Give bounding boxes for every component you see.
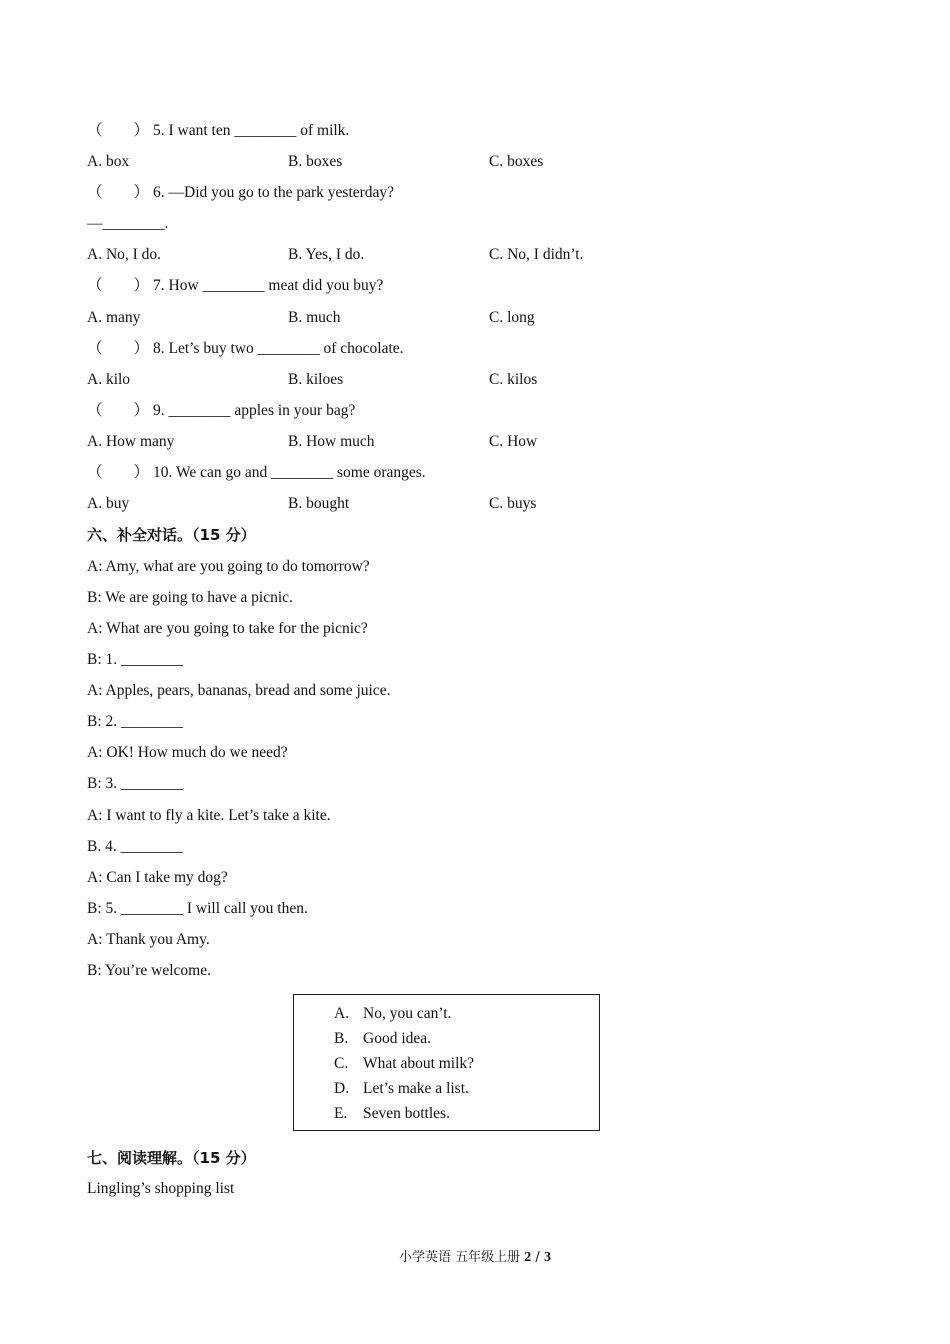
option-b: B. bought (288, 495, 350, 512)
answer-parentheses: （ ） (87, 340, 150, 357)
dialogue-line: A: What are you going to take for the picnic? (87, 620, 368, 637)
choice-text: What about milk? (363, 1055, 475, 1072)
dialogue-line: B: You’re welcome. (87, 962, 211, 979)
choices-box (293, 994, 600, 1131)
question-stem: 8. Let’s buy two ________ of chocolate. (153, 340, 404, 357)
answer-parentheses: （ ） (87, 402, 150, 419)
question-stem: 10. We can go and ________ some oranges. (153, 464, 426, 481)
option-c: C. buys (489, 495, 537, 512)
choice-letter: A. (334, 1005, 350, 1022)
question-6 (87, 183, 394, 203)
footer-subject: 小学英语 五年级上册 (399, 1250, 525, 1265)
question-8 (87, 339, 404, 359)
dialogue-line: A: Apples, pears, bananas, bread and some juice. (87, 682, 391, 699)
choice-text: Let’s make a list. (363, 1080, 469, 1097)
dialogue-line: A: Can I take my dog? (87, 869, 228, 886)
choice-item (334, 1029, 431, 1049)
answer-parentheses: （ ） (87, 277, 150, 294)
option-b: B. How much (288, 433, 375, 450)
choice-letter: B. (334, 1030, 349, 1047)
question-stem: 6. —Did you go to the park yesterday? (153, 184, 395, 201)
footer-separator: / (531, 1250, 544, 1265)
question-stem: 5. I want ten ________ of milk. (153, 122, 350, 139)
page-number: 2 (524, 1250, 532, 1265)
dialogue-line: A: OK! How much do we need? (87, 744, 288, 761)
answer-parentheses: （ ） (87, 122, 150, 139)
option-a: A. buy (87, 495, 130, 512)
choice-item (334, 1104, 450, 1124)
choice-item (334, 1004, 451, 1024)
option-b: B. boxes (288, 153, 343, 170)
dialogue-line: B: 1. ________ (87, 651, 184, 668)
option-a: A. kilo (87, 371, 131, 388)
choice-letter: E. (334, 1105, 348, 1122)
choice-letter: C. (334, 1055, 349, 1072)
answer-parentheses: （ ） (87, 184, 150, 201)
option-a: A. No, I do. (87, 246, 162, 263)
option-c: C. How (489, 433, 538, 450)
dialogue-line: B: 3. ________ (87, 775, 184, 792)
option-a: A. box (87, 153, 130, 170)
dialogue-line: B: We are going to have a picnic. (87, 589, 293, 606)
dialogue-line: B. 4. ________ (87, 838, 183, 855)
choice-text: Seven bottles. (363, 1105, 450, 1122)
option-c: C. No, I didn’t. (489, 246, 584, 263)
option-c: C. boxes (489, 153, 544, 170)
question-7 (87, 276, 383, 296)
question-10 (87, 463, 426, 483)
option-c: C. kilos (489, 371, 538, 388)
section-6-heading: 六、补全对话。（15 分） (87, 526, 256, 544)
dialogue-line: A: Amy, what are you going to do tomorrow? (87, 558, 370, 575)
choice-item (334, 1079, 469, 1099)
option-b: B. much (288, 309, 341, 326)
question-5 (87, 121, 349, 141)
section-7-heading: 七、阅读理解。（15 分） (87, 1149, 256, 1167)
question-stem: 9. ________ apples in your bag? (153, 402, 356, 419)
dialogue-line: A: Thank you Amy. (87, 931, 210, 948)
dialogue-line: B: 2. ________ (87, 713, 184, 730)
dialogue-line: A: I want to fly a kite. Let’s take a kite. (87, 807, 331, 824)
choice-text: No, you can’t. (363, 1005, 452, 1022)
option-a: A. How many (87, 433, 175, 450)
option-a: A. many (87, 309, 141, 326)
question-stem: 7. How ________ meat did you buy? (153, 277, 384, 294)
choice-letter: D. (334, 1080, 350, 1097)
question-9 (87, 401, 355, 421)
option-c: C. long (489, 309, 535, 326)
choice-item (334, 1054, 474, 1074)
page-footer (0, 1246, 950, 1266)
choice-text: Good idea. (363, 1030, 432, 1047)
answer-parentheses: （ ） (87, 464, 150, 481)
reading-title: Lingling’s shopping list (87, 1180, 235, 1197)
option-b: B. Yes, I do. (288, 246, 365, 263)
option-b: B. kiloes (288, 371, 344, 388)
page-total: 3 (543, 1250, 551, 1265)
answer-line: —________. (87, 215, 169, 232)
dialogue-line: B: 5. ________ I will call you then. (87, 900, 308, 917)
